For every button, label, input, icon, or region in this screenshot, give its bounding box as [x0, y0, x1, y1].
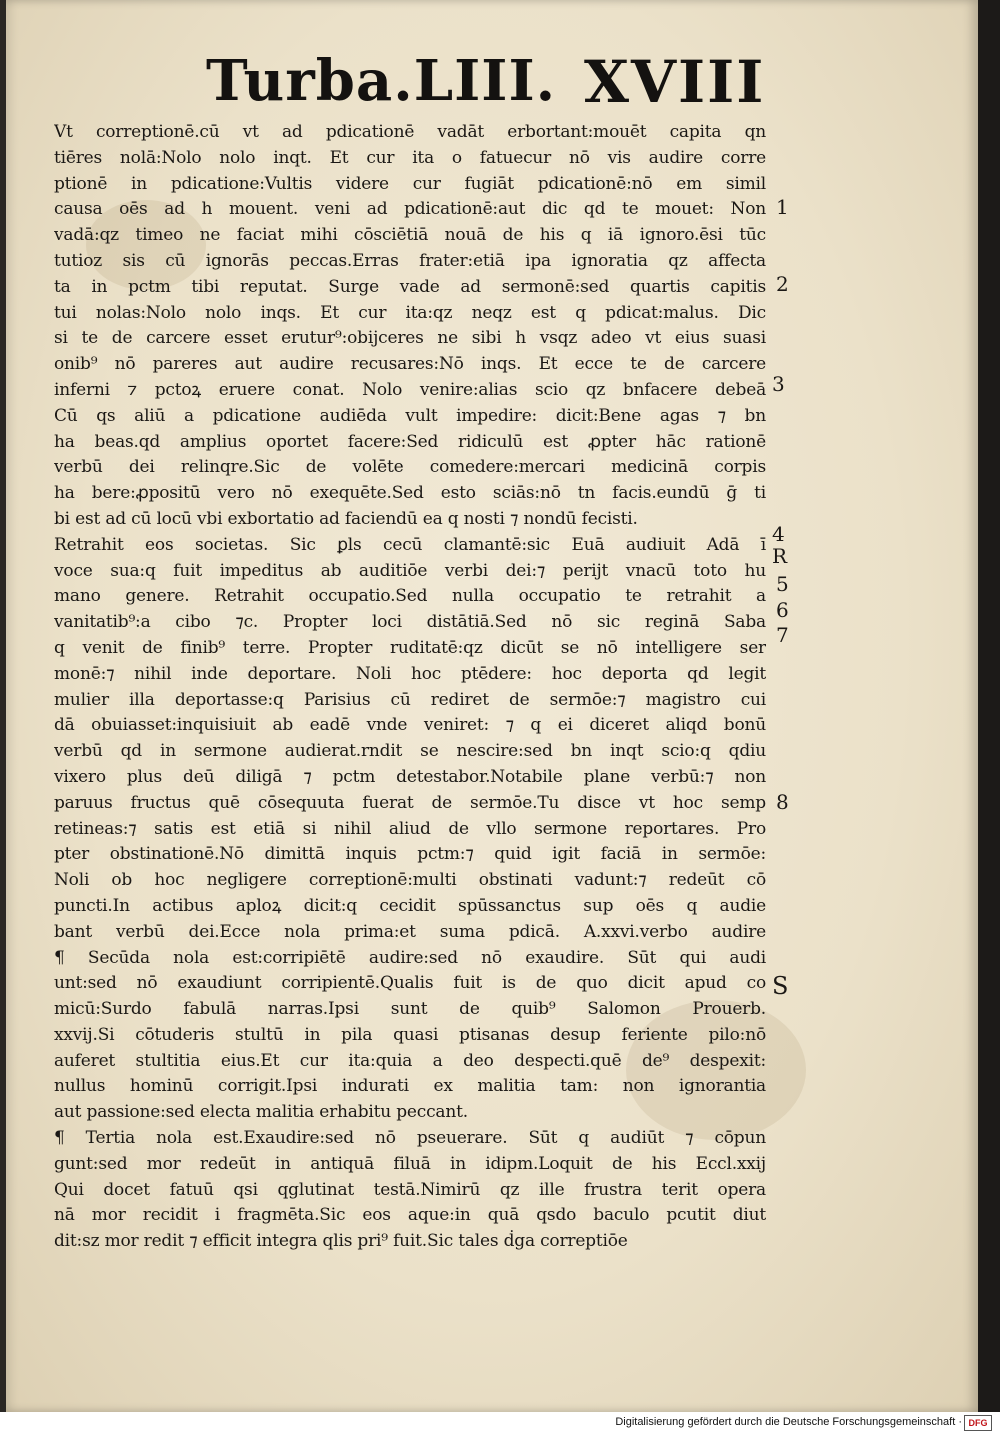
- margin-note: 8: [776, 790, 789, 814]
- text-line: ha beas.qd amplius oportet facere:Sed ridiculū est ꝓpter hāc rationē: [54, 431, 766, 452]
- text-block: [54, 120, 766, 1255]
- text-line: dā obuiasset:inquisiuit ab eadē vnde veniret: ⁊ q ei diceret aliqd bonū: [54, 715, 766, 736]
- text-line: causa oēs ad h mouent. veni ad pdicationē:aut dic qd te mouet: Non: [54, 199, 766, 220]
- text-line: micū:Surdo fabulā narras.Ipsi sunt de quib⁹ Salomon Prouerb.: [54, 999, 766, 1020]
- dfg-logo: DFG: [964, 1415, 992, 1431]
- text-line: inferni ⁊ pctoꝝ eruere conat. Nolo venire:alias scio qz bnfacere debeā: [54, 379, 766, 400]
- text-line: ¶ Secūda nola est:corripiētē audire:sed nō exaudire. Sūt qui audi: [54, 947, 766, 968]
- text-line: bant verbū dei.Ecce nola prima:et suma pdicā. A.xxvi.verbo audire: [54, 921, 766, 942]
- text-line: ta in pctm tibi reputat. Surge vade ad sermonē:sed quartis capitis: [54, 276, 766, 297]
- text-line: paruus fructus quē cōsequuta fuerat de sermōe.Tu disce vt hoc semp: [54, 792, 766, 813]
- margin-note: S: [772, 972, 789, 1000]
- text-line: Qui docet fatuū qsi qglutinat testā.Nimirū qz ille frustra terit opera: [54, 1179, 766, 1200]
- text-line: q venit de finib⁹ terre. Propter ruditatē:qz dicūt se nō intelligere ser: [54, 637, 766, 658]
- text-line: tutioz sis cū ignorās peccas.Erras frater:etiā ipa ignoratia qz affecta: [54, 250, 766, 271]
- text-line: auferet stultitia eius.Et cur ita:quia a deo despecti.quē de⁹ despexit:: [54, 1050, 766, 1071]
- text-line: voce sua:q fuit impeditus ab auditiōe verbi dei:⁊ perijt vnacū toto hu: [54, 560, 766, 581]
- text-line: puncti.In actibus aploꝝ dicit:q cecidit spūssanctus sup oēs q audie: [54, 895, 766, 916]
- margin-note: 6: [776, 598, 789, 622]
- text-line: verbū dei relinqre.Sic de volēte comedere:mercari medicinā corpis: [54, 457, 766, 478]
- text-line: vixero plus deū diligā ⁊ pctm detestabor.Notabile plane verbū:⁊ non: [54, 766, 766, 787]
- text-line: mano genere. Retrahit occupatio.Sed nulla occupatio te retrahit a: [54, 586, 766, 607]
- margin-note: 2: [776, 272, 789, 296]
- text-line: xxvij.Si cōtuderis stultū in pila quasi ptisanas desup feriente pilo:nō: [54, 1024, 766, 1045]
- margin-note: R: [772, 544, 788, 568]
- footer-credit: Digitalisierung gefördert durch die Deutsche Forschungsgemeinschaft ·: [615, 1416, 962, 1428]
- folio-number: XVIII: [584, 48, 766, 116]
- text-line: nullus hominū corrigit.Ipsi indurati ex malitia tam: non ignorantia: [54, 1076, 766, 1097]
- text-line: mulier illa deportasse:q Parisius cū rediret de sermōe:⁊ magistro cui: [54, 689, 766, 710]
- text-line: Retrahit eos societas. Sic ꝑls cecū clamantē:sic Euā audiuit Adā ī: [54, 534, 766, 555]
- margin-note: 5: [776, 572, 789, 596]
- text-line: gunt:sed mor redeūt in antiquā filuā in idipm.Loquit de his Eccl.xxij: [54, 1153, 766, 1174]
- text-line: Noli ob hoc negligere correptionē:multi obstinati vadunt:⁊ redeūt cō: [54, 870, 766, 891]
- running-header: [206, 48, 766, 118]
- margin-note: 7: [776, 623, 789, 647]
- text-line: nā mor recidit i fragmēta.Sic eos aque:in quā qsdo baculo pcutit diut: [54, 1205, 766, 1226]
- text-line: bi est ad cū locū vbi exbortatio ad faciendū ea q nosti ⁊ nondū fecisti.: [54, 508, 638, 529]
- text-line: si te de carcere esset erutur⁹:obijceres ne sibi h vsqz adeo vt eius suasi: [54, 328, 766, 349]
- text-line: Cū qs aliū a pdicatione audiēda vult impedire: dicit:Bene agas ⁊ bn: [54, 405, 766, 426]
- scan-edge: [978, 0, 1000, 1412]
- margin-note: 3: [772, 372, 785, 396]
- margin-note: 4: [772, 522, 785, 546]
- text-line: tui nolas:Nolo nolo inqs. Et cur ita:qz neqz est q pdicat:malus. Dic: [54, 302, 766, 323]
- text-line: aut passione:sed electa malitia erhabitu peccant.: [54, 1102, 468, 1123]
- text-line: tiēres nolā:Nolo nolo inqt. Et cur ita o fatuecur nō vis audire corre: [54, 147, 766, 168]
- text-line: ptionē in pdicatione:Vultis videre cur fugiāt pdicationē:nō em simil: [54, 173, 766, 194]
- text-line: vadā:qz timeo ne faciat mihi cōsciētiā nouā de his q iā ignoro.ēsi tūc: [54, 225, 766, 246]
- text-line: monē:⁊ nihil inde deportare. Noli hoc ptēdere: hoc deporta qd legit: [54, 663, 766, 684]
- text-line: unt:sed nō exaudiunt corripientē.Qualis fuit is de quo dicit apud co: [54, 973, 766, 994]
- text-line: dit:sz mor redit ⁊ efficit integra qlis pri⁹ fuit.Sic tales ḋga correptiōe: [54, 1231, 628, 1252]
- book-page: [6, 0, 978, 1412]
- text-line: retineas:⁊ satis est etiā si nihil aliud de vllo sermone reportares. Pro: [54, 818, 766, 839]
- text-line: verbū qd in sermone audierat.rndit se nescire:sed bn inqt scio:q qdiu: [54, 741, 766, 762]
- margin-note: 1: [776, 195, 789, 219]
- text-line: ha bere:ꝓpositū vero nō exequēte.Sed esto sciās:nō tn facis.eundū ḡ ti: [54, 483, 766, 504]
- text-line: onib⁹ nō pareres aut audire recusares:Nō inqs. Et ecce te de carcere: [54, 354, 766, 375]
- text-line: vanitatib⁹:a cibo ⁊c. Propter loci distātiā.Sed nō sic reginā Saba: [54, 612, 766, 633]
- running-title: Turba.LIII.: [206, 48, 557, 114]
- text-line: pter obstinationē.Nō dimittā inquis pctm:⁊ quid igit faciā in sermōe:: [54, 844, 766, 865]
- text-line: ¶ Tertia nola est.Exaudire:sed nō pseuerare. Sūt q audiūt ⁊ cōpun: [54, 1128, 766, 1149]
- text-line: Vt correptionē.cū vt ad pdicationē vadāt erbortant:mouēt capita qn: [54, 122, 766, 142]
